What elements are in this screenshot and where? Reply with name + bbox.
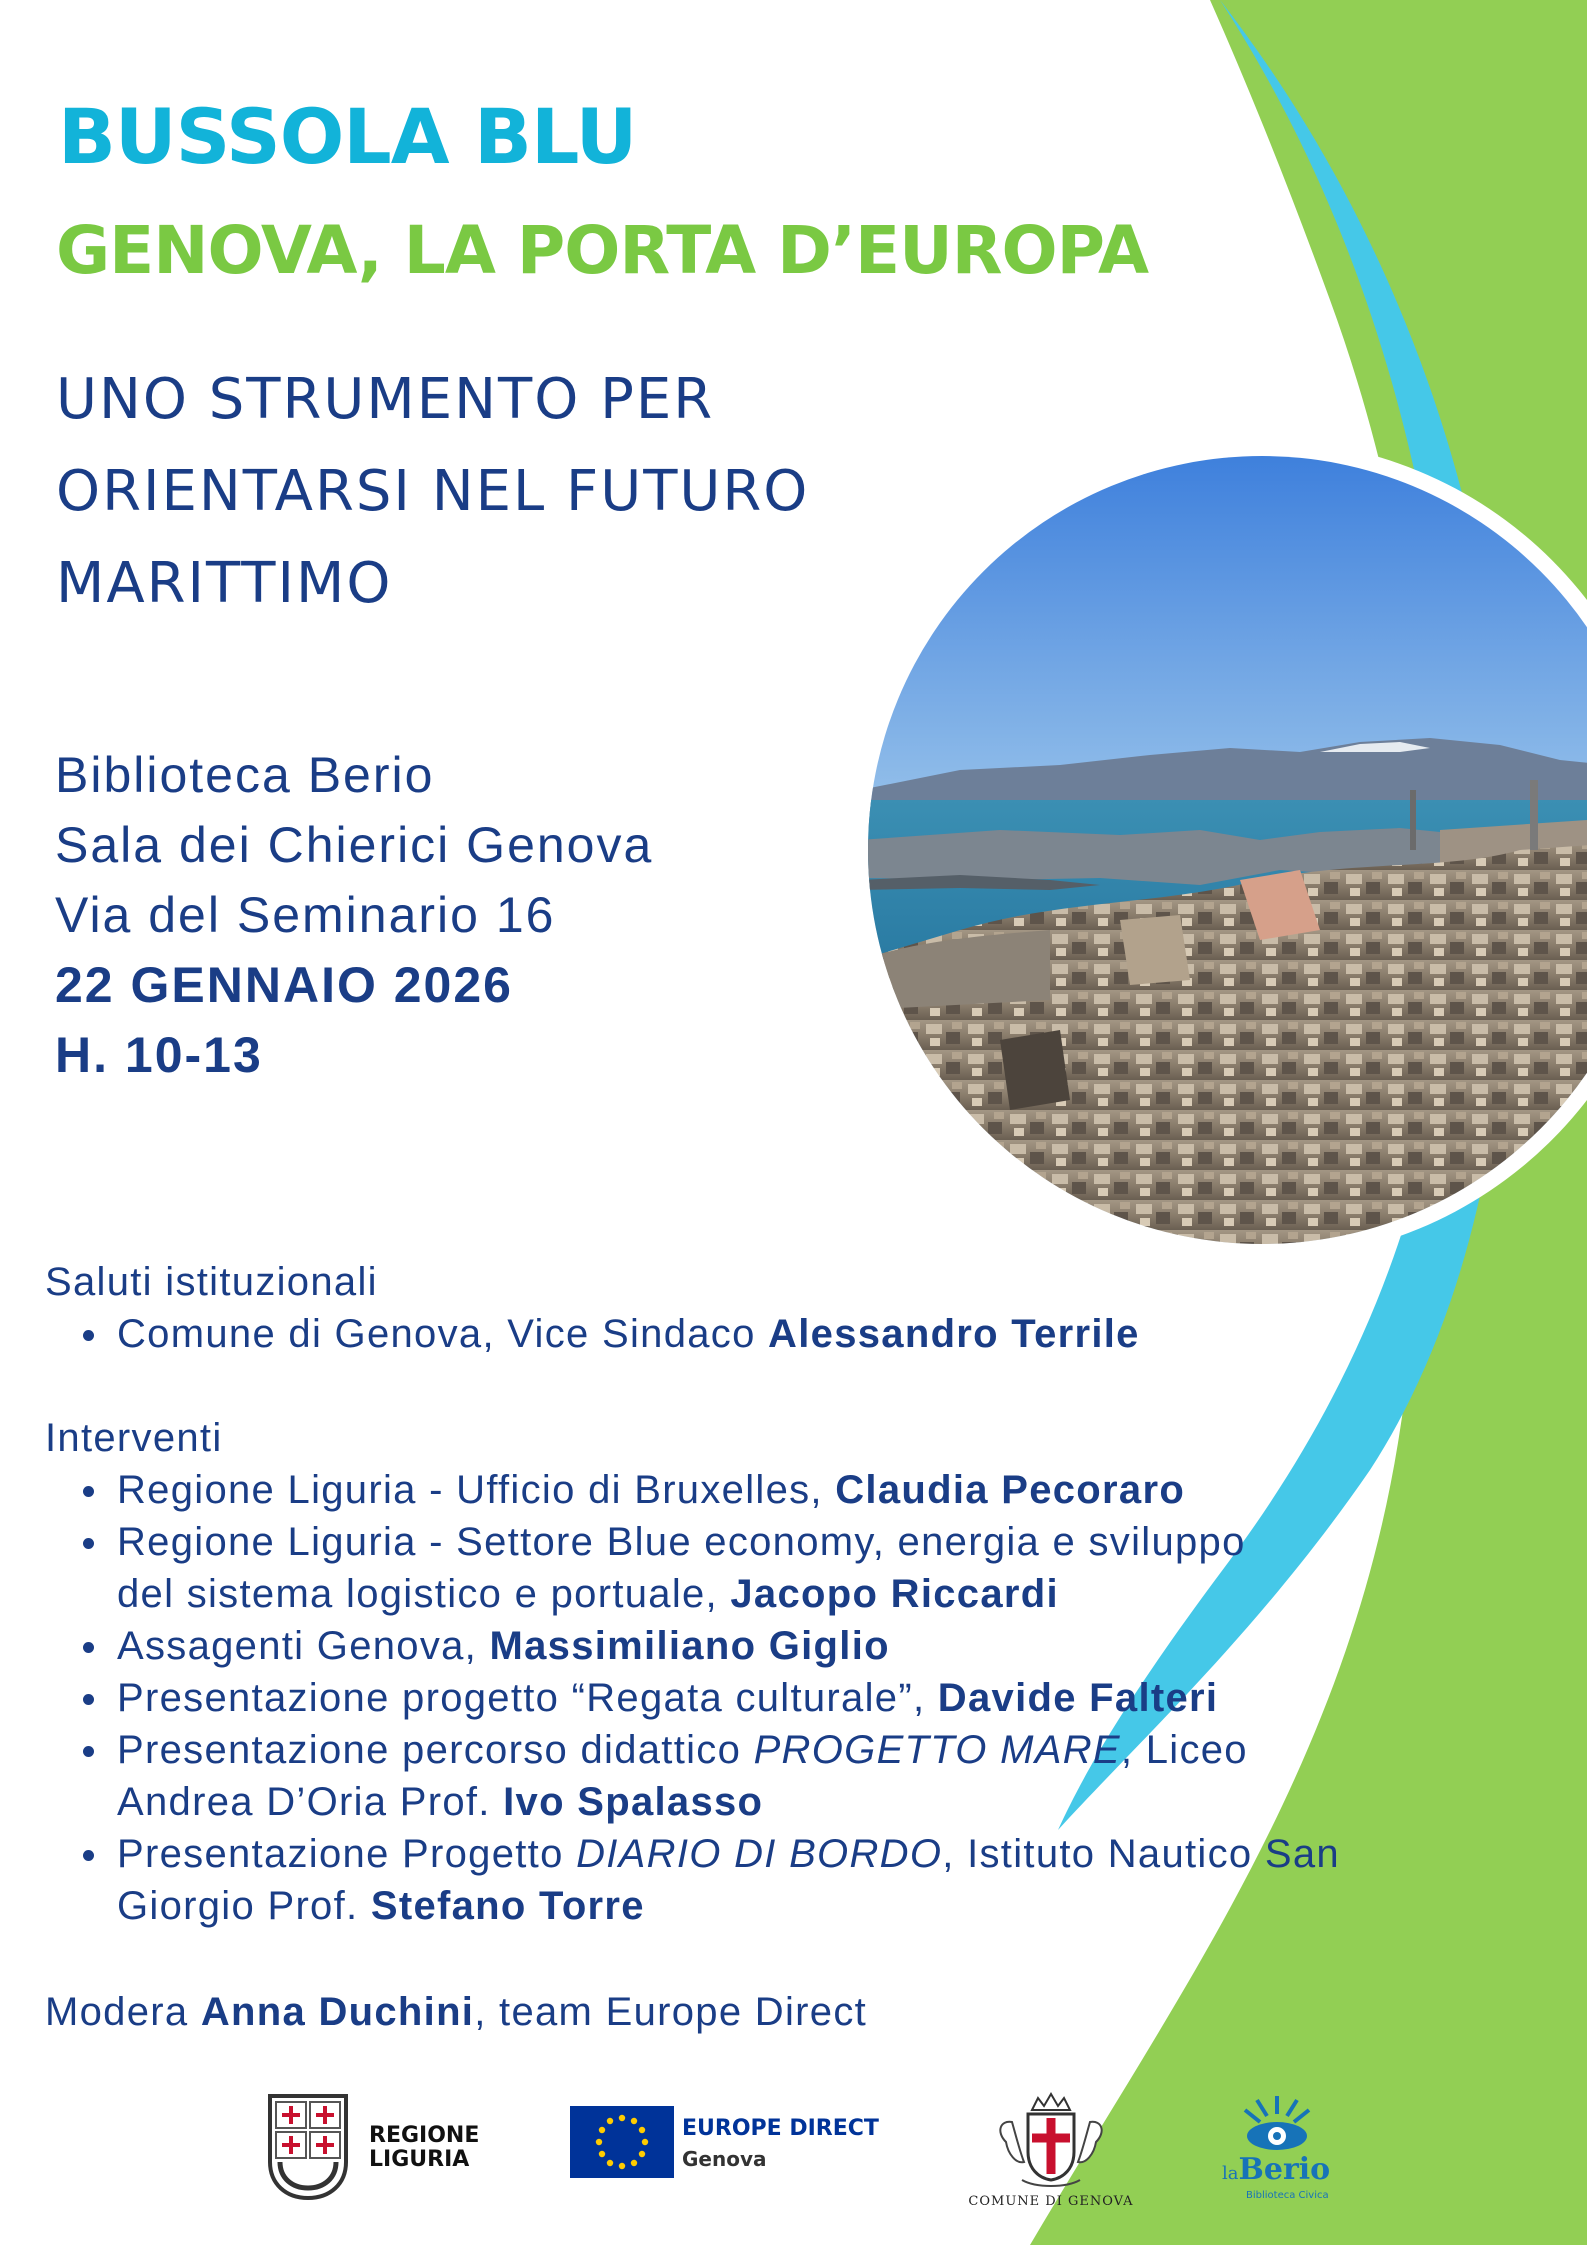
project-name: PROGETTO MARE bbox=[753, 1728, 1121, 1772]
comune-caption: COMUNE DI GENOVA bbox=[968, 2194, 1134, 2209]
comune-genova-logo bbox=[966, 2092, 1136, 2212]
speaker-name: Claudia Pecoraro bbox=[835, 1468, 1186, 1512]
venue-name: Biblioteca Berio bbox=[55, 747, 435, 803]
event-title: BUSSOLA BLU bbox=[58, 92, 637, 181]
partner-logos bbox=[0, 2080, 1587, 2245]
list-item: Regione Liguria - Settore Blue economy, energia e sviluppo del sistema logistico e portuale, Jacopo Riccardi bbox=[117, 1516, 1505, 1620]
speaker-name: Jacopo Riccardi bbox=[730, 1572, 1059, 1616]
tagline-line: ORIENTARSI NEL FUTURO bbox=[56, 459, 810, 524]
tagline-line: UNO STRUMENTO PER bbox=[56, 367, 715, 432]
event-subtitle: GENOVA, LA PORTA D’EUROPA bbox=[56, 212, 1149, 289]
event-tagline bbox=[56, 354, 956, 630]
moderator-name: Anna Duchini bbox=[200, 1990, 475, 2034]
speaker-name: Stefano Torre bbox=[370, 1884, 645, 1928]
greetings-label: Saluti istituzionali bbox=[45, 1260, 378, 1304]
venue-info bbox=[55, 740, 875, 1090]
event-time: H. 10-13 bbox=[55, 1027, 263, 1083]
europe-direct-line1: EUROPE DIRECT bbox=[682, 2116, 879, 2141]
berio-brand-small: la bbox=[1222, 2163, 1239, 2184]
berio-caption: Biblioteca Civica bbox=[1246, 2190, 1329, 2201]
list-item: Presentazione Progetto DIARIO DI BORDO, Istituto Nautico San Giorgio Prof. Stefano Torre bbox=[117, 1828, 1505, 1932]
talks-list bbox=[45, 1464, 1505, 1932]
moderator: Modera Anna Duchini, team Europe Direct bbox=[45, 1990, 868, 2034]
event-date: 22 GENNAIO 2026 bbox=[55, 957, 513, 1013]
greetings-list bbox=[45, 1308, 1505, 1360]
regione-logo-line1: REGIONE bbox=[369, 2123, 480, 2148]
regione-logo-line2: LIGURIA bbox=[369, 2147, 470, 2172]
project-name: DIARIO DI BORDO bbox=[576, 1832, 943, 1876]
regione-liguria-shield-icon bbox=[266, 2092, 350, 2202]
list-item: Comune di Genova, Vice Sindaco Alessandro Terrile bbox=[117, 1308, 1505, 1360]
comune-genova-coat-of-arms-icon bbox=[966, 2092, 1136, 2192]
speaker-name: Alessandro Terrile bbox=[768, 1312, 1140, 1356]
tagline-line: MARITTIMO bbox=[56, 551, 393, 616]
eu-flag-icon bbox=[570, 2106, 674, 2178]
europe-direct-line2: Genova bbox=[682, 2147, 767, 2171]
europe-direct-logo bbox=[570, 2106, 900, 2186]
berio-logo bbox=[1200, 2092, 1330, 2212]
list-item: Assagenti Genova, Massimiliano Giglio bbox=[117, 1620, 1505, 1672]
speaker-name: Davide Falteri bbox=[937, 1676, 1219, 1720]
list-item: Regione Liguria - Ufficio di Bruxelles, Claudia Pecoraro bbox=[117, 1464, 1505, 1516]
speaker-name: Massimiliano Giglio bbox=[489, 1624, 890, 1668]
berio-brand: Berio bbox=[1238, 2152, 1331, 2187]
list-item: Presentazione progetto “Regata culturale”, Davide Falteri bbox=[117, 1672, 1505, 1724]
speaker-name: Ivo Spalasso bbox=[503, 1780, 764, 1824]
talks-label: Interventi bbox=[45, 1416, 223, 1460]
list-item: Presentazione percorso didattico PROGETTO MARE, Liceo Andrea D’Oria Prof. Ivo Spalasso bbox=[117, 1724, 1505, 1828]
berio-eye-icon bbox=[1237, 2092, 1317, 2152]
program bbox=[45, 1256, 1505, 1932]
venue-address: Via del Seminario 16 bbox=[55, 887, 556, 943]
venue-room: Sala dei Chierici Genova bbox=[55, 817, 654, 873]
regione-liguria-logo bbox=[266, 2092, 496, 2202]
